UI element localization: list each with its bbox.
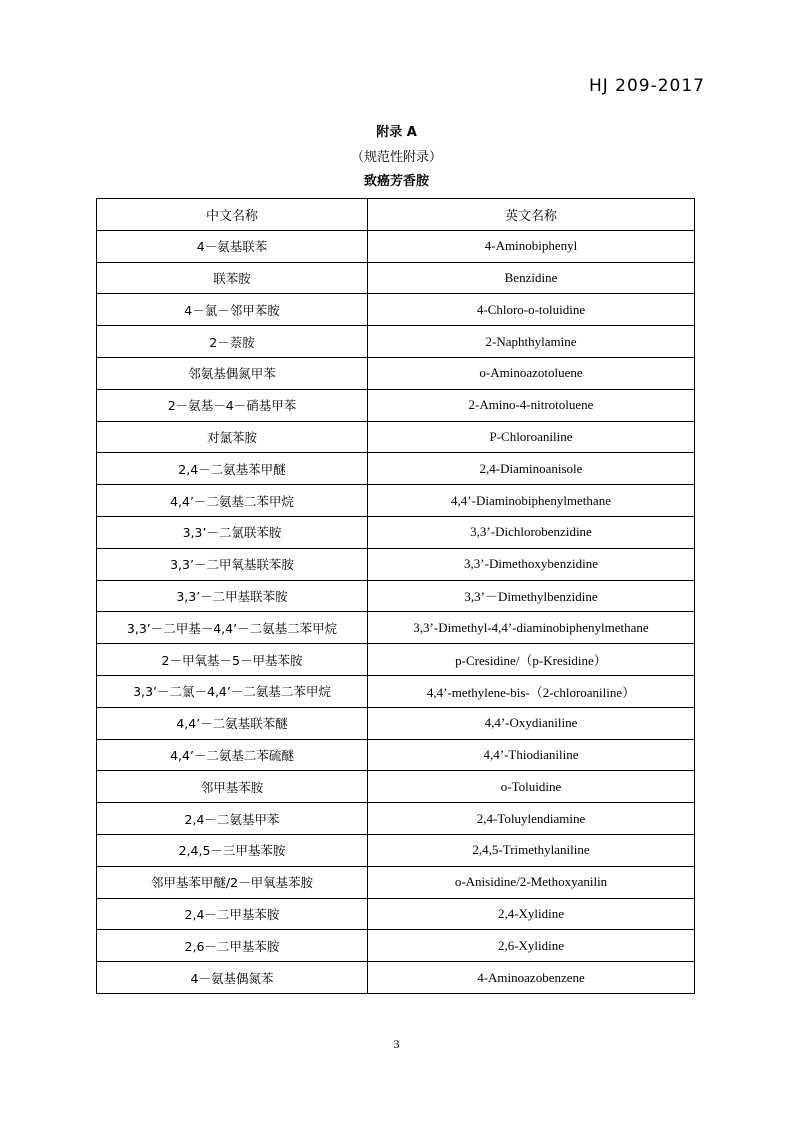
english-name-cell: 3,3’-Dimethoxybenzidine [368,548,695,580]
table-row [97,771,695,803]
table-row [97,326,695,358]
chinese-name-cell: 2,4－二甲基苯胺 [97,898,368,930]
chinese-name-cell: 4－氨基联苯 [97,230,368,262]
english-name-cell: 2-Naphthylamine [368,326,695,358]
english-name-cell: p-Cresidine/（p-Kresidine） [368,644,695,676]
page-number: 3 [393,1037,400,1051]
english-name-cell: 3,3’-Dimethyl-4,4’-diaminobiphenylmethane [368,612,695,644]
table-title: 致癌芳香胺 [363,174,429,189]
chinese-name-cell: 联苯胺 [97,262,368,294]
column-header-english-name: 英文名称 [368,199,695,231]
table-row [97,834,695,866]
english-name-cell: 4-Aminoazobenzene [368,962,695,994]
english-name-cell: 2,4,5-Trimethylaniline [368,834,695,866]
table-row [97,707,695,739]
chinese-name-cell: 3,3’－二甲基－4,4’－二氨基二苯甲烷 [97,612,368,644]
chinese-name-cell: 4,4’－二氨基联苯醚 [97,707,368,739]
table-row [97,803,695,835]
table-row [97,294,695,326]
chinese-name-cell: 2－氨基－4－硝基甲苯 [97,389,368,421]
english-name-cell: o-Anisidine/2-Methoxyanilin [368,866,695,898]
chinese-name-cell: 2,4－二氨基苯甲醚 [97,453,368,485]
chinese-name-cell: 邻甲基苯胺 [97,771,368,803]
table-row [97,866,695,898]
english-name-cell: 4-Aminobiphenyl [368,230,695,262]
table-row [97,898,695,930]
chinese-name-cell: 4－氯－邻甲苯胺 [97,294,368,326]
english-name-cell: 4,4’-Thiodianiline [368,739,695,771]
chinese-name-cell: 3,3’－二甲基联苯胺 [97,580,368,612]
chinese-name-cell: 对氯苯胺 [97,421,368,453]
chinese-name-cell: 3,3’－二甲氧基联苯胺 [97,548,368,580]
table-header-row [97,199,695,231]
chinese-name-cell: 3,3’－二氯联苯胺 [97,516,368,548]
standard-code: HJ 209-2017 [588,76,705,96]
chinese-name-cell: 4,4’－二氨基二苯甲烷 [97,485,368,517]
table-row [97,421,695,453]
table-row [97,485,695,517]
chinese-name-cell: 4,4’－二氨基二苯硫醚 [97,739,368,771]
chinese-name-cell: 邻甲基苯甲醚/2－甲氧基苯胺 [97,866,368,898]
table-row [97,739,695,771]
table-row [97,453,695,485]
appendix-title: 附录 A [376,125,417,140]
table-row [97,930,695,962]
english-name-cell: 4-Chloro-o-toluidine [368,294,695,326]
table-row [97,230,695,262]
english-name-cell: 2,4-Diaminoanisole [368,453,695,485]
chinese-name-cell: 2,4,5－三甲基苯胺 [97,834,368,866]
chinese-name-cell: 2－甲氧基－5－甲基苯胺 [97,644,368,676]
table-row [97,262,695,294]
table-row [97,675,695,707]
table-row [97,389,695,421]
chinese-name-cell: 4－氨基偶氮苯 [97,962,368,994]
table-row [97,644,695,676]
table-row [97,962,695,994]
table-body [97,230,695,993]
english-name-cell: 4,4’-Oxydianiline [368,707,695,739]
english-name-cell: 3,3’-Dichlorobenzidine [368,516,695,548]
column-header-chinese-name: 中文名称 [97,199,368,231]
english-name-cell: P-Chloroaniline [368,421,695,453]
table-row [97,548,695,580]
table-row [97,580,695,612]
english-name-cell: 2,4-Toluylendiamine [368,803,695,835]
table-row [97,516,695,548]
english-name-cell: 4,4’-Diaminobiphenylmethane [368,485,695,517]
table-row [97,357,695,389]
chinese-name-cell: 2,6－二甲基苯胺 [97,930,368,962]
english-name-cell: 3,3’－Dimethylbenzidine [368,580,695,612]
english-name-cell: o-Aminoazotoluene [368,357,695,389]
table-row [97,612,695,644]
english-name-cell: 4,4’-methylene-bis-（2-chloroaniline） [368,675,695,707]
english-name-cell: Benzidine [368,262,695,294]
chinese-name-cell: 2－萘胺 [97,326,368,358]
chinese-name-cell: 2,4－二氨基甲苯 [97,803,368,835]
english-name-cell: 2-Amino-4-nitrotoluene [368,389,695,421]
english-name-cell: 2,6-Xylidine [368,930,695,962]
aromatic-amines-table [96,198,695,994]
english-name-cell: 2,4-Xylidine [368,898,695,930]
appendix-subtitle: （规范性附录） [350,150,442,165]
english-name-cell: o-Toluidine [368,771,695,803]
chinese-name-cell: 3,3’－二氯－4,4’－二氨基二苯甲烷 [97,675,368,707]
chinese-name-cell: 邻氨基偶氮甲苯 [97,357,368,389]
